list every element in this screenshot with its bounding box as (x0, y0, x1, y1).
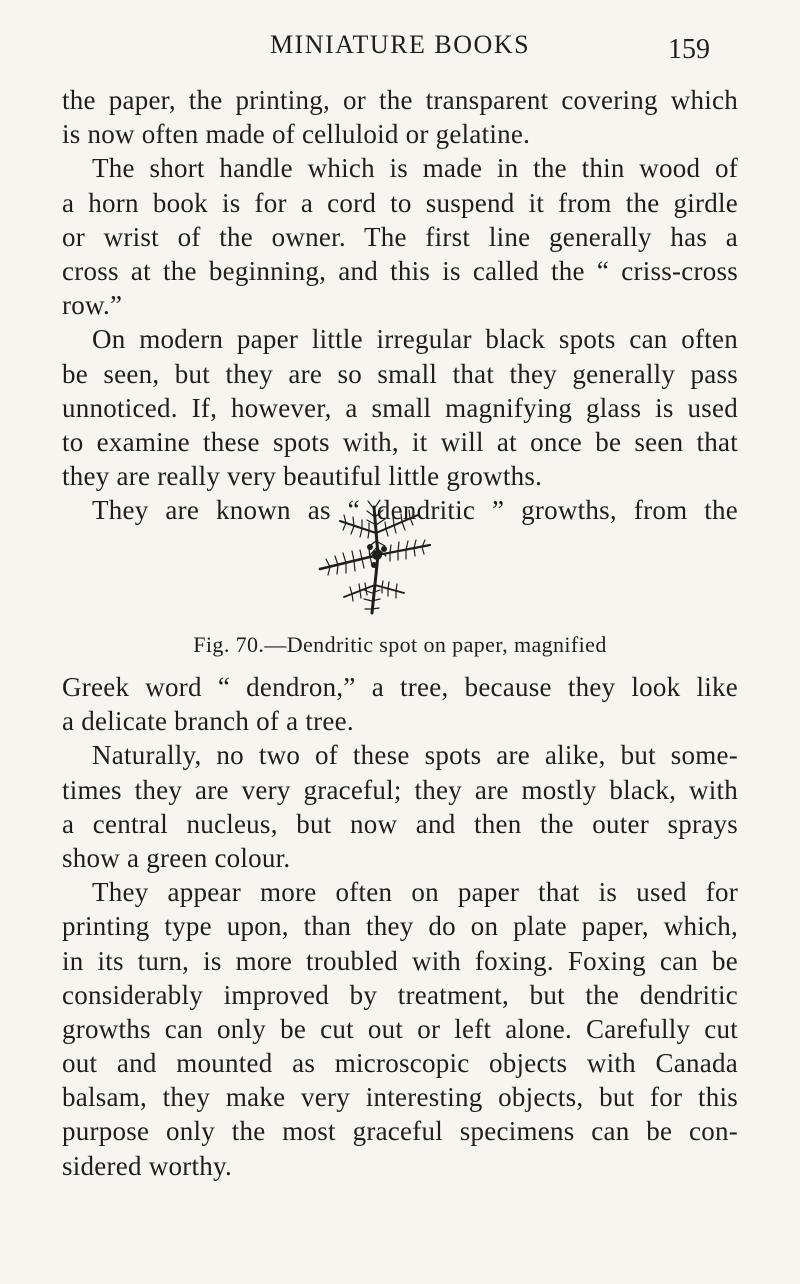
text-line: is now often made of celluloid or gelatine. (62, 119, 531, 150)
text-line: unnoticed. If, however, a small magnifying glass is used (62, 392, 738, 423)
text-line: out and mounted as microscopic objects with Canada (62, 1048, 738, 1079)
text-line: a delicate branch of a tree. (62, 706, 354, 737)
text-line: in its turn, is more troubled with foxing. Foxing can be (62, 945, 738, 976)
text-line: Naturally, no two of these spots are alike, but some- (92, 740, 738, 771)
text-line: The short handle which is made in the thin wood of (92, 153, 738, 184)
text-line: Greek word “ dendron,” a tree, because they look like (62, 672, 738, 702)
text-line: growths can only be cut out or left alone. Carefully cut (62, 1013, 738, 1044)
running-head (0, 30, 800, 70)
text-line: They are known as “ dendritic ” growths, from the (92, 495, 738, 526)
text-line: sidered worthy. (62, 1150, 232, 1181)
text-line: On modern paper little irregular black spots can often (92, 324, 738, 355)
text-line: show a green colour. (62, 842, 291, 873)
dendritic-spot-illustration (300, 485, 450, 625)
text-line: They appear more often on paper that is used for (92, 877, 738, 908)
text-line: a central nucleus, but now and then the outer sprays (62, 808, 738, 839)
page-number: 159 (668, 34, 710, 65)
body-text-bottom (62, 670, 738, 1183)
figure-caption: Fig. 70.—Dendritic spot on paper, magnified (193, 632, 607, 657)
text-line: printing type upon, than they do on plate paper, which, (62, 911, 738, 942)
text-line: or wrist of the owner. The first line generally has a (62, 221, 738, 252)
text-line: purpose only the most graceful specimens can be con- (62, 1116, 738, 1147)
running-title: MINIATURE BOOKS (269, 30, 531, 59)
text-line: they are really very beautiful little growths. (62, 461, 543, 492)
text-line: row.” (62, 290, 123, 321)
text-line: considerably improved by treatment, but the dendritic (62, 979, 738, 1010)
text-line: be seen, but they are so small that they generally pass (62, 358, 738, 389)
body-text-top (62, 83, 738, 527)
text-line: cross at the beginning, and this is called the “ criss-cross (62, 255, 738, 286)
text-line: the paper, the printing, or the transparent covering which (62, 85, 738, 115)
text-line: times they are very graceful; they are mostly black, with (62, 774, 738, 805)
text-line: a horn book is for a cord to suspend it from the girdle (62, 187, 738, 218)
text-line: balsam, they make very interesting objects, but for this (62, 1082, 738, 1113)
text-line: to examine these spots with, it will at once be seen that (62, 426, 738, 457)
